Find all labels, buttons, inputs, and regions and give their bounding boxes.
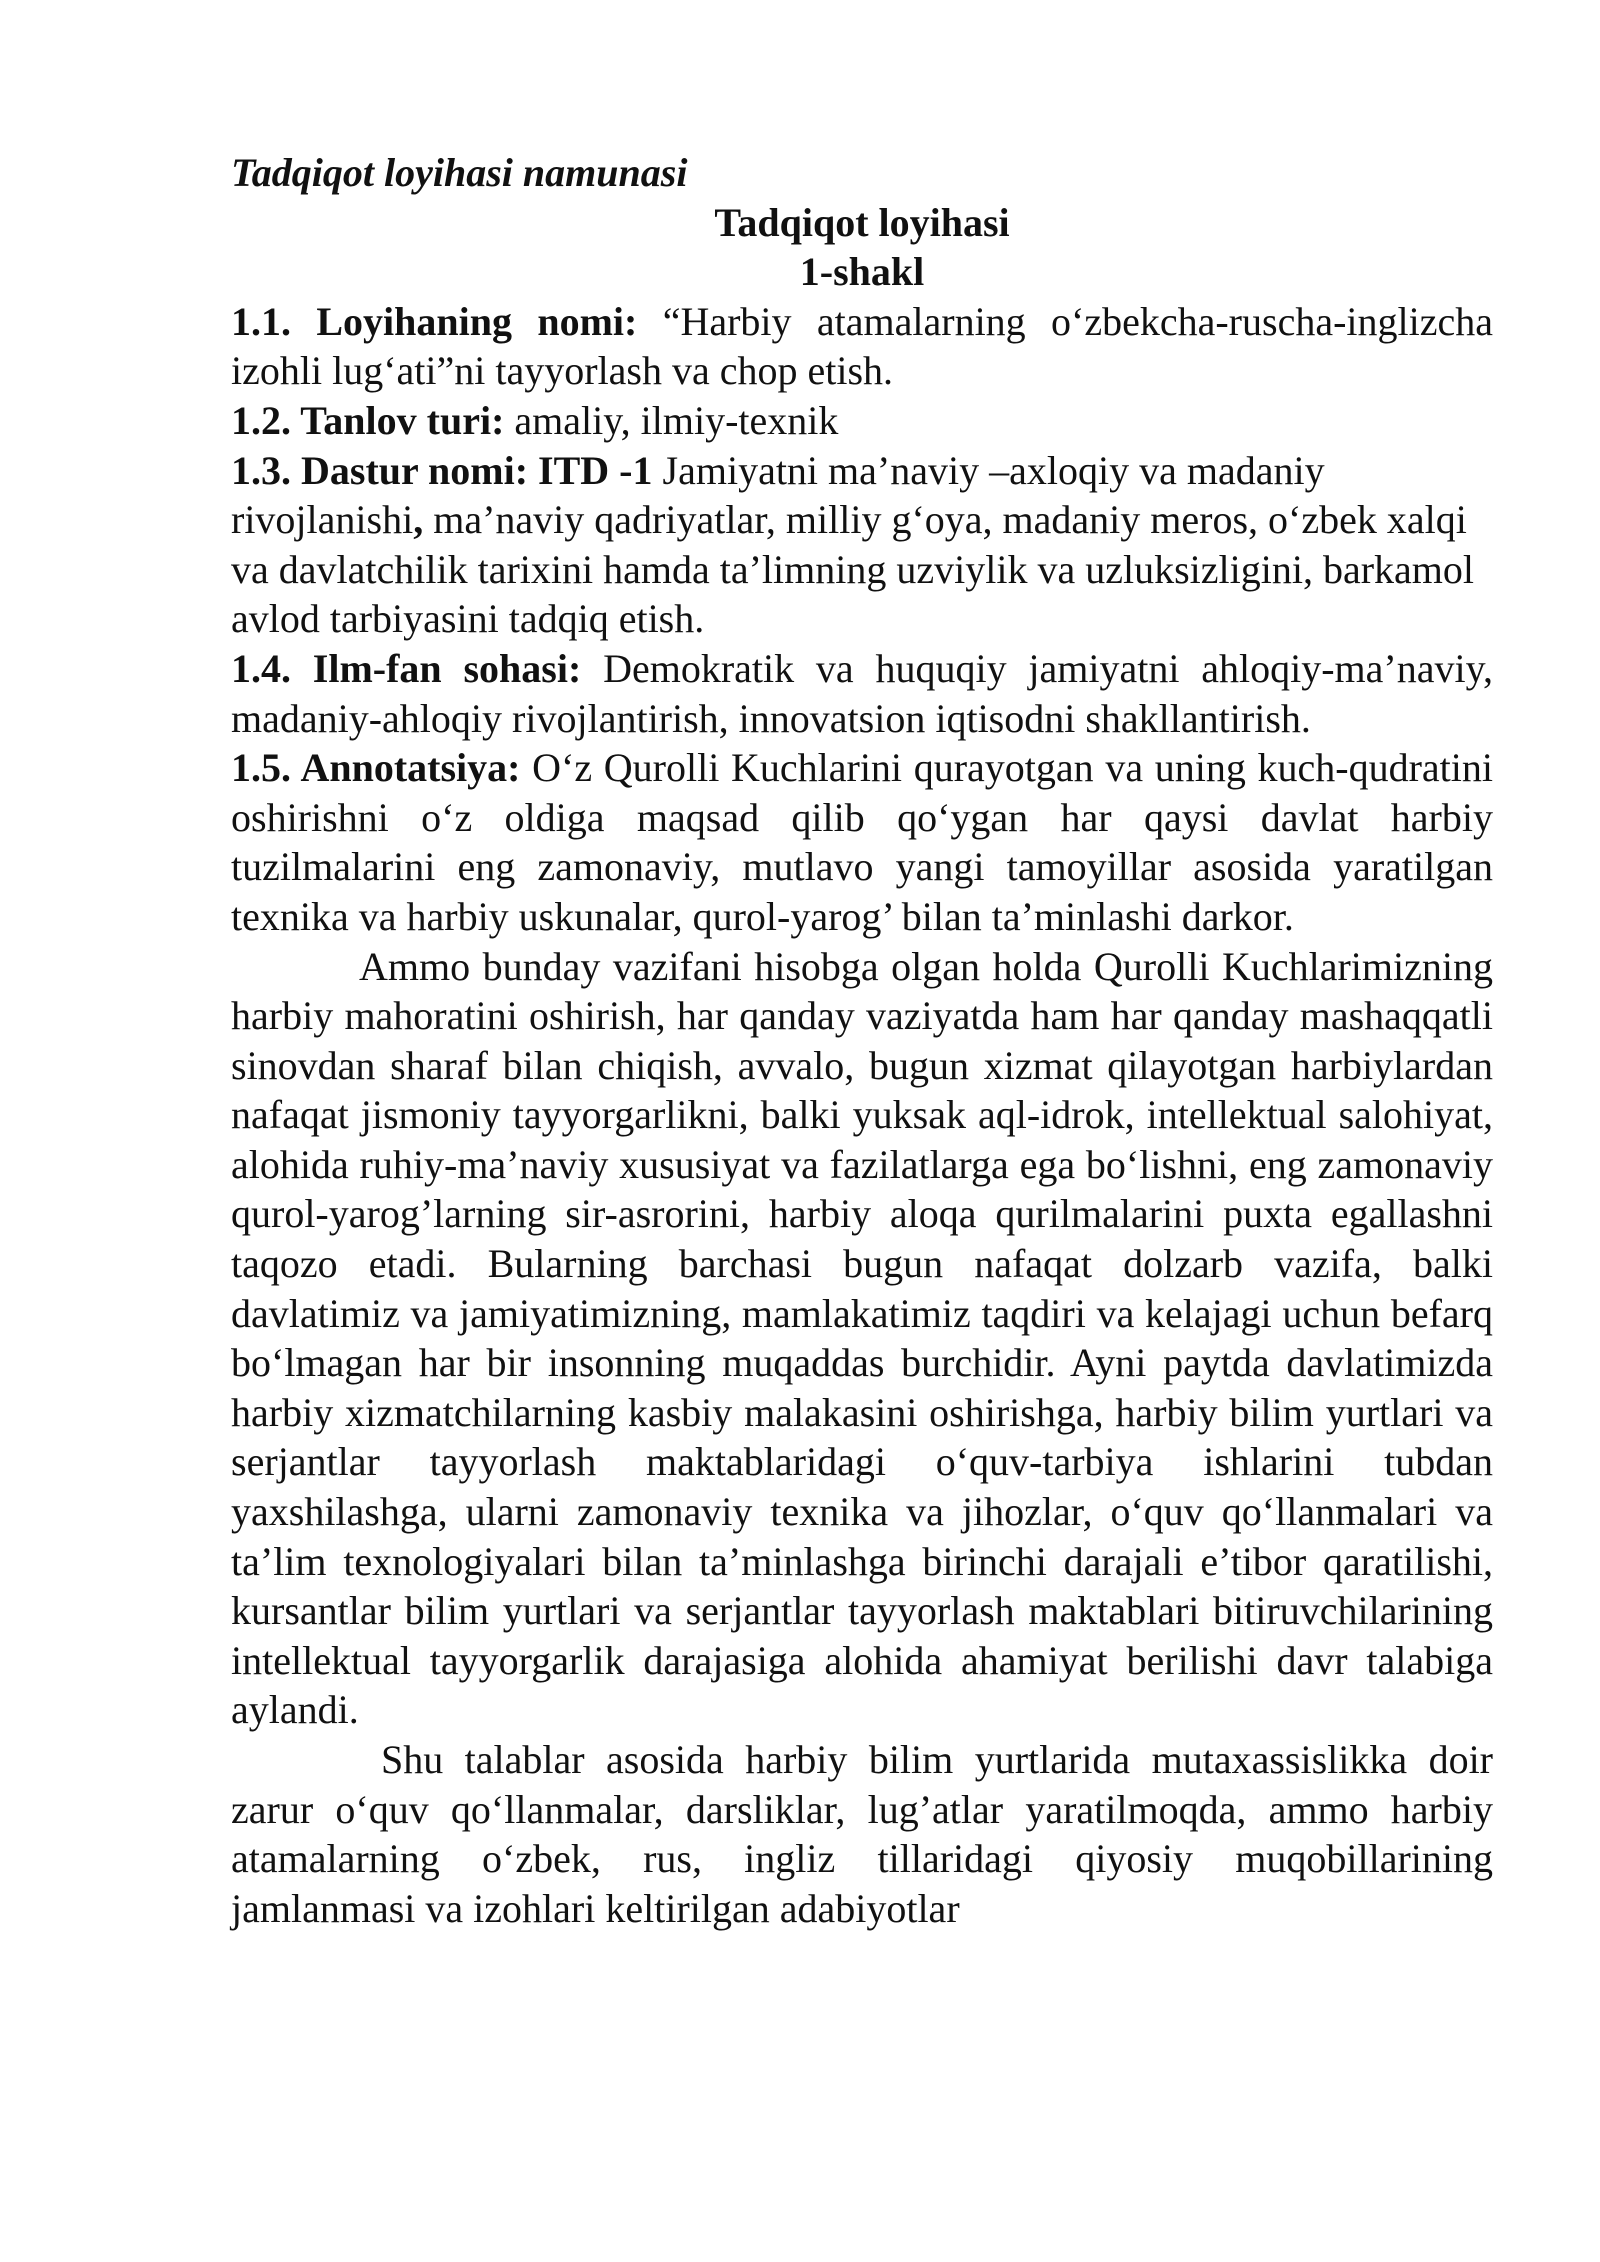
item-project-name (231, 297, 1493, 396)
item-text: ma’naviy qadriyatlar, milliy g‘oya, madaniy meros, o‘zbek xalqi va davlatchilik tarixini hamda ta’limning uzviylik va uzluksizligini, barkamol avlod tarbiyasini tadqiq etish. (231, 497, 1475, 642)
item-label: 1.1. Loyihaning nomi: (231, 298, 638, 344)
item-label: 1.2. Tanlov turi: (231, 397, 505, 443)
item-label: 1.3. Dastur nomi: ITD -1 (231, 447, 653, 493)
item-program-name (231, 446, 1493, 644)
item-competition-type (231, 396, 1493, 446)
body-paragraph: Shu talablar asosida harbiy bilim yurtlarida mutaxassislikka doir zarur o‘quv qo‘llanmalar, darsliklar, lug’atlar yaratilmoqda, ammo harbiy atamalarning o‘zbek, rus, ingliz tillaridagi qiyosiy muqobillarining jamlanmasi va izohlari keltirilgan adabiyotlar (231, 1737, 1493, 1931)
item-comma: , (413, 497, 424, 543)
item-science-field (231, 644, 1493, 743)
item-text: O‘z Qurolli Kuchlarini qurayotgan va uning kuch-qudratini oshirishni o‘z oldiga maqsad qilib qo‘ygan har qaysi davlat harbiy tuzilmalarini eng zamonaviy, mutlavo yangi tamoyillar asosida yaratilgan texnika va harbiy uskunalar, qurol-yarog’ bilan ta’minlashi darkor. (231, 745, 1494, 939)
item-label: 1.5. Annotatsiya: (231, 745, 521, 791)
document-page (231, 148, 1493, 1933)
item-annotation (231, 743, 1493, 941)
item-label: 1.4. Ilm-fan sohasi: (231, 645, 582, 691)
document-title: Tadqiqot loyihasi (714, 199, 1010, 245)
item-text: Demokratik va huquqiy jamiyatni ahloqiy-ma’naviy, madaniy-ahloqiy rivojlantirish, innovatsion iqtisodni shakllantirish. (231, 645, 1493, 741)
item-text: “Harbiy atamalarning o‘zbekcha-ruscha-inglizcha izohli lug‘ati”ni tayyorlash va chop etish. (231, 298, 1493, 394)
body-paragraph: Ammo bunday vazifani hisobga olgan holda Qurolli Kuchlarimizning harbiy mahoratini oshirish, har qanday vaziyatda ham har qanday mashaqqatli sinovdan sharaf bilan chiqish, avvalo, bugun xizmat qilayotgan harbiylardan nafaqat jismoniy tayyorgarlikni, balki yuksak aql-idrok, intellektual salohiyat, alohida ruhiy-ma’naviy xususiyat va fazilatlarga ega bo‘lishni, eng zamonaviy qurol-yarog’larning sir-asrorini, harbiy aloqa qurilmalarini puxta egallashni taqozo etadi. Bularning barchasi bugun nafaqat dolzarb vazifa, balki davlatimiz va jamiyatimizning, mamlakatimiz taqdiri va kelajagi uchun befarq bo‘lmagan har bir insonning muqaddas burchidir. Ayni paytda davlatimizda harbiy xizmatchilarning kasbiy malakasini oshirishga, harbiy bilim yurtlari va serjantlar tayyorlash maktablaridagi o‘quv-tarbiya ishlarini tubdan yaxshilashga, ularni zamonaviy texnika va jihozlar, o‘quv qo‘llanmalari va ta’lim texnologiyalari bilan ta’minlashga birinchi darajali e’tibor qaratilishi, kursantlar bilim yurtlari va serjantlar tayyorlash maktablari bitiruvchilarining intellektual tayyorgarlik darajasiga alohida ahamiyat berilishi davr talabiga aylandi. (231, 943, 1493, 1733)
item-text: Jamiyatni ma’naviy –axloqiy va madaniy rivojlanishi (231, 447, 1325, 543)
item-text: amaliy, ilmiy-texnik (504, 397, 839, 443)
form-number: 1-shakl (799, 249, 925, 295)
document-header: Tadqiqot loyihasi namunasi (231, 150, 688, 195)
